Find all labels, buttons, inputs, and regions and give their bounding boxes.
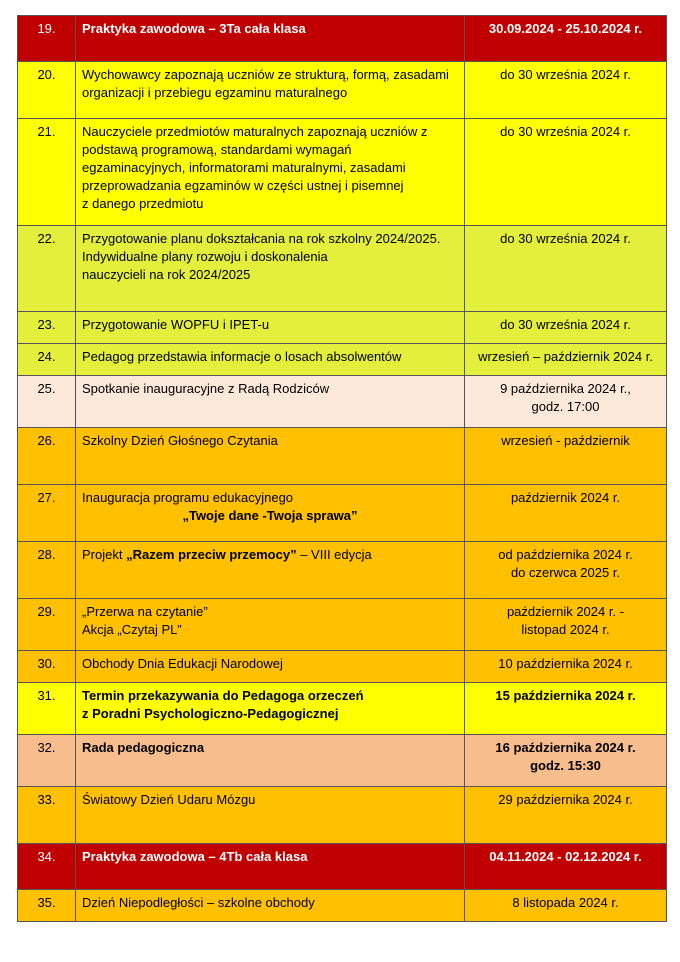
row-date	[465, 119, 667, 226]
row-description	[76, 683, 465, 735]
table-row	[18, 485, 667, 542]
row-number: 20.	[18, 62, 76, 119]
table-row	[18, 16, 667, 62]
table-row	[18, 735, 667, 787]
table-row	[18, 119, 667, 226]
description-prefix: Projekt	[82, 547, 127, 562]
description-line: Dzień Niepodległości – szkolne obchody	[82, 895, 315, 910]
row-description	[76, 542, 465, 599]
row-number: 33.	[18, 787, 76, 844]
row-date	[465, 844, 667, 890]
date-line: październik 2024 r.	[510, 490, 621, 505]
description-line: Obchody Dnia Edukacji Narodowej	[82, 656, 283, 671]
description-line: Pedagog przedstawia informacje o losach absolwentów	[82, 349, 402, 364]
row-number: 34.	[18, 844, 76, 890]
program-name: „Twoje dane -Twoja sprawa”	[182, 508, 358, 523]
table-row	[18, 344, 667, 376]
row-description	[76, 485, 465, 542]
row-date	[465, 651, 667, 683]
description-line: Praktyka zawodowa – 4Tb cała klasa	[82, 849, 308, 864]
row-date	[465, 312, 667, 344]
table-row	[18, 226, 667, 312]
date-line: godz. 17:00	[531, 399, 600, 414]
schedule-table	[17, 15, 667, 922]
table-row	[18, 376, 667, 428]
description-line: Rada pedagogiczna	[82, 740, 205, 755]
description-line: Przygotowanie planu dokształcania na rok szkolny 2024/2025.	[82, 231, 441, 246]
table-row	[18, 844, 667, 890]
table-row	[18, 312, 667, 344]
row-description	[76, 226, 465, 312]
row-number: 32.	[18, 735, 76, 787]
row-date	[465, 485, 667, 542]
table-row	[18, 683, 667, 735]
description-line: egzaminacyjnych, informatorami maturalnymi, zasadami	[82, 160, 406, 175]
description-line: nauczycieli na rok 2024/2025	[82, 267, 251, 282]
row-description	[76, 890, 465, 922]
date-line: 8 listopada 2024 r.	[512, 895, 619, 910]
date-line: 10 października 2024 r.	[498, 656, 633, 671]
date-line: do 30 września 2024 r.	[500, 124, 631, 139]
date-line: listopad 2024 r.	[521, 622, 610, 637]
row-date	[465, 344, 667, 376]
table-row	[18, 428, 667, 485]
description-line: „Przerwa na czytanie”	[82, 604, 208, 619]
description-line: Szkolny Dzień Głośnego Czytania	[82, 433, 278, 448]
row-description	[76, 344, 465, 376]
row-number: 24.	[18, 344, 76, 376]
row-number: 31.	[18, 683, 76, 735]
date-line: 16 października 2024 r.	[495, 740, 636, 755]
row-description	[76, 787, 465, 844]
row-description	[76, 428, 465, 485]
date-line: 9 października 2024 r.,	[500, 381, 631, 396]
row-number: 28.	[18, 542, 76, 599]
date-line: 30.09.2024 - 25.10.2024 r.	[488, 21, 643, 36]
table-row	[18, 542, 667, 599]
row-date	[465, 16, 667, 62]
row-description	[76, 599, 465, 651]
description-line: organizacji i przebiegu egzaminu maturalnego	[82, 85, 348, 100]
date-line: wrzesień - październik	[501, 433, 630, 448]
date-line: 04.11.2024 - 02.12.2024 r.	[489, 849, 642, 864]
row-number: 23.	[18, 312, 76, 344]
row-description	[76, 735, 465, 787]
row-description	[76, 62, 465, 119]
description-suffix: – VIII edycja	[296, 547, 372, 562]
description-line: Spotkanie inauguracyjne z Radą Rodziców	[82, 381, 330, 396]
description-line: Akcja „Czytaj PL”	[82, 622, 182, 637]
description-line: z danego przedmiotu	[82, 196, 204, 211]
row-date	[465, 428, 667, 485]
table-row	[18, 62, 667, 119]
description-line: Nauczyciele przedmiotów maturalnych zapoznają uczniów z	[82, 124, 428, 139]
row-description	[76, 651, 465, 683]
row-date	[465, 890, 667, 922]
row-date	[465, 62, 667, 119]
row-date	[465, 542, 667, 599]
description-line: Indywidualne plany rozwoju i doskonalenia	[82, 249, 328, 264]
date-line: październik 2024 r. -	[506, 604, 625, 619]
table-row	[18, 890, 667, 922]
date-line: wrzesień – październik 2024 r.	[478, 349, 653, 364]
project-name: „Razem przeciw przemocy”	[126, 547, 297, 562]
description-line	[82, 546, 458, 564]
row-date	[465, 787, 667, 844]
date-line: do 30 września 2024 r.	[500, 317, 631, 332]
row-description	[76, 376, 465, 428]
row-description	[76, 119, 465, 226]
description-line: przeprowadzania egzaminów w części ustnej i pisemnej	[82, 178, 404, 193]
description-line: Praktyka zawodowa – 3Ta cała klasa	[82, 21, 306, 36]
date-line: do 30 września 2024 r.	[500, 67, 631, 82]
description-line: z Poradni Psychologiczno-Pedagogicznej	[82, 706, 339, 721]
description-line: podstawą programową, standardami wymagań	[82, 142, 352, 157]
description-line: Termin przekazywania do Pedagoga orzeczeń	[82, 688, 364, 703]
row-number: 30.	[18, 651, 76, 683]
date-line: godz. 15:30	[530, 758, 601, 773]
date-line: 15 października 2024 r.	[495, 688, 636, 703]
description-line: Wychowawcy zapoznają uczniów ze strukturą, formą, zasadami	[82, 67, 449, 82]
row-date	[465, 683, 667, 735]
date-line: 29 października 2024 r.	[498, 792, 633, 807]
description-line: Inauguracja programu edukacyjnego	[82, 490, 294, 505]
date-line: od października 2024 r.	[498, 547, 633, 562]
row-date	[465, 376, 667, 428]
row-date	[465, 735, 667, 787]
date-line: do 30 września 2024 r.	[500, 231, 631, 246]
description-line: Przygotowanie WOPFU i IPET-u	[82, 317, 270, 332]
row-number: 27.	[18, 485, 76, 542]
date-line: do czerwca 2025 r.	[510, 565, 621, 580]
table-row	[18, 651, 667, 683]
row-description	[76, 312, 465, 344]
row-number: 29.	[18, 599, 76, 651]
row-number: 35.	[18, 890, 76, 922]
row-number: 19.	[18, 16, 76, 62]
row-description	[76, 16, 465, 62]
row-number: 22.	[18, 226, 76, 312]
table-row	[18, 599, 667, 651]
row-date	[465, 599, 667, 651]
description-line: Światowy Dzień Udaru Mózgu	[82, 792, 256, 807]
row-number: 21.	[18, 119, 76, 226]
row-description	[76, 844, 465, 890]
row-date	[465, 226, 667, 312]
row-number: 26.	[18, 428, 76, 485]
table-row	[18, 787, 667, 844]
row-number: 25.	[18, 376, 76, 428]
